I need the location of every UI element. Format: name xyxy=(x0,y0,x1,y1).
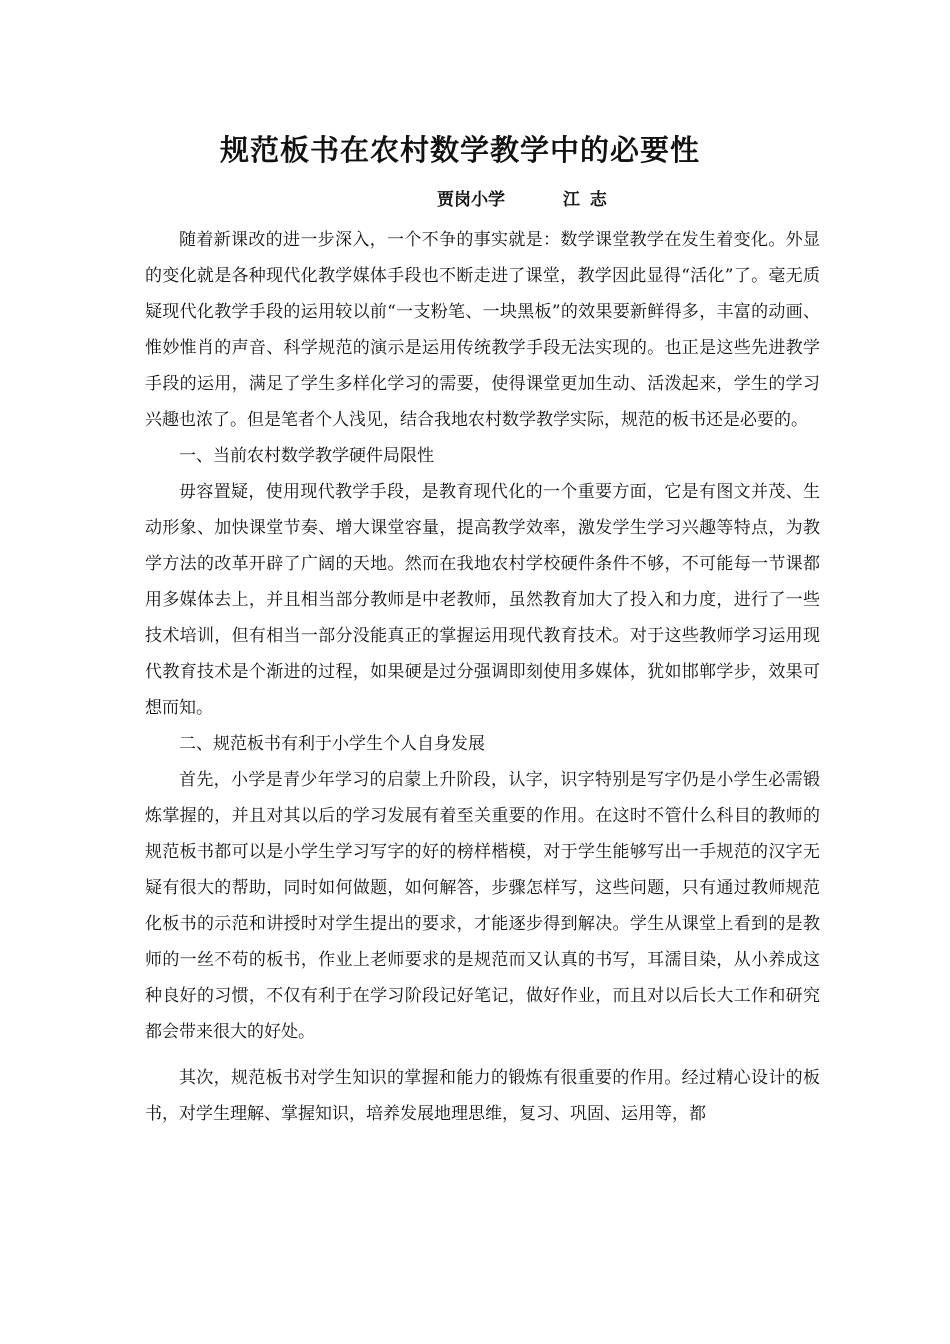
paragraph-intro: 随着新课改的进一步深入，一个不争的事实就是：数学课堂教学在发生着变化。外显的变化就是各种现代化教学媒体手段也不断走进了课堂，教学因此显得“活化”了。毫无质疑现代化教学手段的运用较以前“一支粉笔、一块黑板”的效果要新鲜得多，丰富的动画、惟妙惟肖的声音、科学规范的演示是运用传统教学手段无法实现的。也正是这些先进教学手段的运用，满足了学生多样化学习的需要，使得课堂更加生动、活泼起来，学生的学习兴趣也浓了。但是笔者个人浅见，结合我地农村数学教学实际，规范的板书还是必要的。 xyxy=(145,230,820,430)
section-heading-2: 二、规范板书有利于小学生个人自身发展 xyxy=(179,734,485,754)
section-heading-1: 一、当前农村数学教学硬件局限性 xyxy=(179,446,434,466)
document-body xyxy=(145,222,820,1132)
byline-school: 贾岗小学 xyxy=(437,190,505,210)
paragraph-section-1: 毋容置疑，使用现代教学手段，是教育现代化的一个重要方面，它是有图文并茂、生动形象、加快课堂节奏、增大课堂容量，提高教学效率，激发学生学习兴趣等特点，为教学方法的改革开辟了广阔的天地。然而在我地农村学校硬件条件不够，不可能每一节课都用多媒体去上，并且相当部分教师是中老教师，虽然教育加大了投入和力度，进行了一些技术培训，但有相当一部分没能真正的掌握运用现代教育技术。对于这些教师学习运用现代教育技术是个渐进的过程，如果硬是过分强调即刻使用多媒体，犹如邯郸学步，效果可想而知。 xyxy=(145,482,820,718)
document-title: 规范板书在农村数学教学中的必要性 xyxy=(219,133,700,167)
byline-author: 江志 xyxy=(562,190,617,210)
paragraph-second-point: 其次，规范板书对学生知识的掌握和能力的锻炼有很重要的作用。经过精心设计的板书，对学生理解、掌握知识，培养发展地理思维，复习、巩固、运用等，都 xyxy=(145,1068,820,1124)
paragraph-first-point: 首先，小学是青少年学习的启蒙上升阶段，认字，识字特别是写字仍是小学生必需锻炼掌握的，并且对其以后的学习发展有着至关重要的作用。在这时不管什么科目的教师的规范板书都可以是小学生学习写字的好的榜样楷模，对于学生能够写出一手规范的汉字无疑有很大的帮助，同时如何做题，如何解答，步骤怎样写，这些问题，只有通过教师规范化板书的示范和讲授时对学生提出的要求，才能逐步得到解决。学生从课堂上看到的是教师的一丝不苟的板书，作业上老师要求的是规范而又认真的书写，耳濡目染，从小养成这种良好的习惯，不仅有利于在学习阶段记好笔记，做好作业，而且对以后长大工作和研究都会带来很大的好处。 xyxy=(145,770,820,1042)
byline xyxy=(437,186,617,214)
